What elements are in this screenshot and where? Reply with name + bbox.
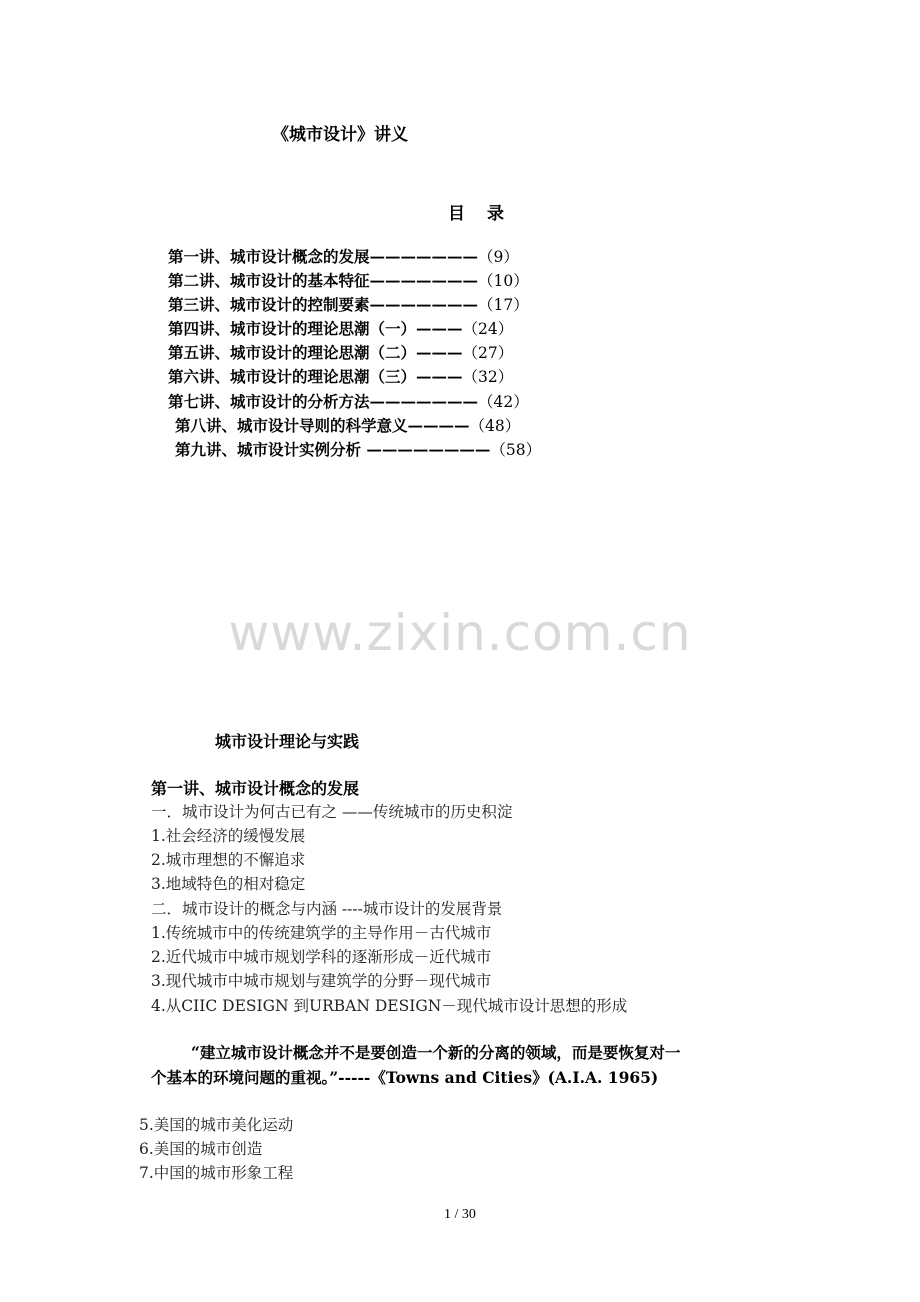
document-title: 《城市设计》讲义 (272, 125, 408, 145)
outline-line: 2.近代城市中城市规划学科的逐渐形成－近代城市 (151, 948, 492, 966)
toc-entry-text: 第三讲、城市设计的控制要素——————— (168, 295, 479, 314)
outline-line: 3.现代城市中城市规划与建筑学的分野－现代城市 (151, 972, 492, 990)
toc-heading (448, 199, 504, 224)
toc-entry[interactable] (175, 414, 520, 436)
quote-line-2: 个基本的环境问题的重视。”-----《Towns and Cities》(A.I.A. 1965) (151, 1068, 659, 1087)
outline-line: 二．城市设计的概念与内涵 ----城市设计的发展背景 (151, 900, 503, 918)
toc-entry-page: （24） (462, 320, 514, 338)
toc-entry[interactable] (168, 245, 519, 267)
toc-entry-page: （42） (478, 393, 529, 411)
watermark: www.zixin.com.cn (228, 604, 692, 662)
toc-entry-page: （58） (490, 441, 542, 459)
toc-heading-char-1: 目 (448, 204, 465, 224)
toc-entry-text: 第二讲、城市设计的基本特征——————— (168, 271, 479, 290)
toc-entry-page: （32） (462, 368, 514, 386)
toc-entry-text: 第九讲、城市设计实例分析 ———————— (175, 440, 491, 459)
toc-entry-page: （9） (478, 248, 519, 266)
toc-entry[interactable] (168, 341, 513, 363)
outline-line: 2.城市理想的不懈追求 (151, 851, 306, 869)
toc-entry[interactable] (168, 365, 513, 387)
lecture-heading: 第一讲、城市设计概念的发展 (151, 779, 360, 798)
page-number: 1 / 30 (444, 1207, 476, 1222)
toc-entry-text: 第五讲、城市设计的理论思潮（二）——— (168, 343, 463, 362)
toc-heading-char-2: 录 (487, 204, 504, 224)
outline-line: 1.传统城市中的传统建筑学的主导作用－古代城市 (151, 924, 492, 942)
outline-line: 一．城市设计为何古已有之 ——传统城市的历史积淀 (151, 803, 513, 821)
toc-entry-text: 第八讲、城市设计导则的科学意义———— (175, 416, 470, 435)
toc-entry-page: （48） (469, 417, 521, 435)
toc-entry-text: 第七讲、城市设计的分析方法——————— (168, 392, 479, 411)
outline-line: 5.美国的城市美化运动 (139, 1116, 294, 1134)
toc-entry-page: （17） (478, 296, 529, 314)
outline-line: 4.从CIIC DESIGN 到URBAN DESIGN－现代城市设计思想的形成 (151, 997, 628, 1015)
quote-line-1: “建立城市设计概念并不是要创造一个新的分离的领域，而是要恢复对一 (191, 1043, 681, 1062)
toc-entry[interactable] (168, 317, 513, 339)
outline-line: 7.中国的城市形象工程 (139, 1164, 294, 1182)
outline-line: 3.地域特色的相对稳定 (151, 875, 306, 893)
toc-entry-text: 第六讲、城市设计的理论思潮（三）——— (168, 367, 463, 386)
toc-entry-page: （10） (478, 272, 529, 290)
outline-line: 1.社会经济的缓慢发展 (151, 827, 306, 845)
toc-entry[interactable] (168, 293, 529, 315)
toc-entry-text: 第一讲、城市设计概念的发展——————— (168, 247, 479, 266)
toc-entry[interactable] (175, 438, 541, 460)
toc-entry[interactable] (168, 390, 529, 412)
toc-entry-text: 第四讲、城市设计的理论思潮（一）——— (168, 319, 463, 338)
toc-entry-page: （27） (462, 344, 514, 362)
section-title: 城市设计理论与实践 (215, 732, 360, 751)
toc-entry[interactable] (168, 269, 529, 291)
outline-line: 6.美国的城市创造 (139, 1140, 263, 1158)
